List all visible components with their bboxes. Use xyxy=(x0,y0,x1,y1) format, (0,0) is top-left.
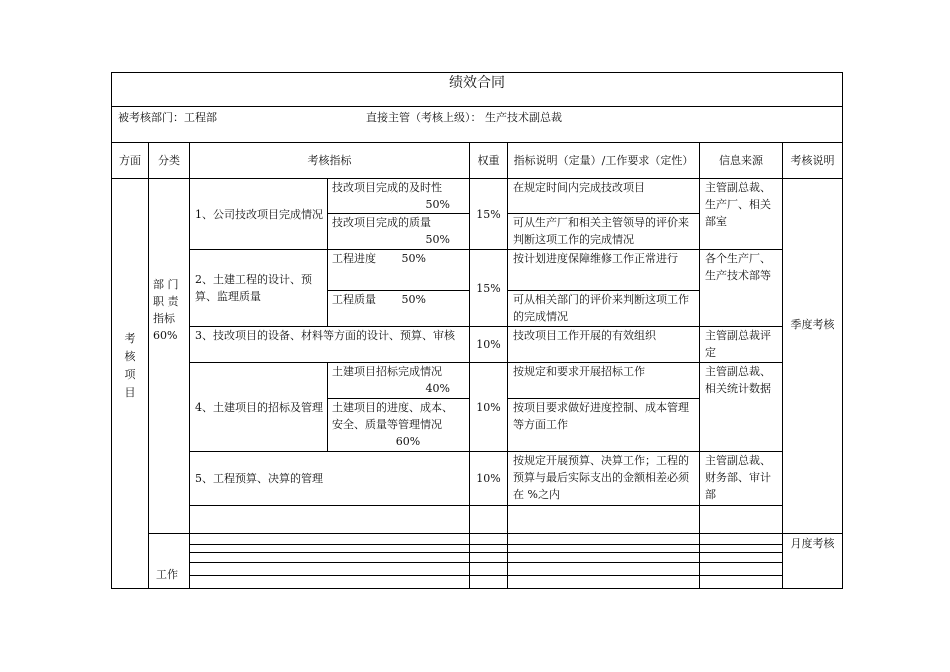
indicator-2: 2、土建工程的设计、预算、监理质量 xyxy=(195,273,312,303)
sub-indicator xyxy=(332,399,458,450)
grid-line xyxy=(189,544,783,545)
sub-indicator xyxy=(332,179,466,213)
grid-line xyxy=(189,142,190,589)
weight-2: 15% xyxy=(476,281,501,295)
col-header-desc: 指标说明（定量）/工作要求（定性） xyxy=(513,154,694,167)
desc: 可从生产厂和相关主管领导的评价来判断这项工作的完成情况 xyxy=(513,216,689,246)
desc: 按计划进度保障维修工作正常进行 xyxy=(513,252,678,265)
source: 主管副总裁评定 xyxy=(705,329,771,359)
sub-indicator-pct: 50% xyxy=(401,252,426,265)
sub-indicator-pct: 60% xyxy=(395,435,421,448)
col-header-weight: 权重 xyxy=(477,154,500,167)
desc: 按规定和要求开展招标工作 xyxy=(513,365,645,378)
supervisor-label: 直接主管（考核上级）： 生产技术副总裁 xyxy=(366,110,562,124)
dept-label: 被考核部门：工程部 xyxy=(118,110,217,124)
sub-indicator xyxy=(332,250,466,267)
category-work: 工作 xyxy=(156,568,178,581)
weight-1: 15% xyxy=(476,207,501,221)
category-line: 指标 xyxy=(153,312,175,325)
grid-line xyxy=(699,142,700,589)
aspect-char: 项 xyxy=(124,368,136,381)
category-main xyxy=(153,276,187,344)
sub-indicator-pct: 40% xyxy=(425,382,450,395)
grid-line xyxy=(842,72,843,589)
grid-line xyxy=(189,562,783,563)
weight-5: 10% xyxy=(476,472,501,485)
sub-indicator xyxy=(332,363,466,397)
sub-indicator-text: 土建项目的进度、成本、安全、质量等管理情况 xyxy=(332,401,453,431)
sub-indicator-pct: 50% xyxy=(401,293,426,306)
indicator-4: 4、土建项目的招标及管理 xyxy=(195,400,323,414)
desc: 按项目要求做好进度控制、成本管理等方面工作 xyxy=(513,401,689,431)
col-header-source: 信息来源 xyxy=(719,154,763,167)
note-monthly: 月度考核 xyxy=(790,537,835,550)
sub-indicator-text: 技改项目完成的质量 xyxy=(332,216,431,229)
indicator-1: 1、公司技改项目完成情况 xyxy=(195,207,323,221)
desc: 可从相关部门的评价来判断这项工作的完成情况 xyxy=(513,293,689,323)
sub-indicator-pct: 50% xyxy=(425,198,450,211)
desc: 按规定开展预算、决算工作；工程的预算与最后实际支出的金额相差必须在 %之内 xyxy=(513,454,689,501)
grid-line xyxy=(148,533,843,534)
note-quarterly: 季度考核 xyxy=(790,317,835,331)
grid-line xyxy=(507,142,508,589)
grid-line xyxy=(189,552,783,553)
sub-indicator xyxy=(332,214,466,248)
grid-line xyxy=(111,588,843,589)
desc: 技改项目工作开展的有效组织 xyxy=(513,329,656,342)
sub-indicator-text: 工程质量 xyxy=(332,293,376,306)
sub-indicator-text: 土建项目招标完成情况 xyxy=(332,365,442,378)
sub-indicator xyxy=(332,291,466,308)
category-line: 60% xyxy=(153,329,178,342)
indicator-5: 5、工程预算、决算的管理 xyxy=(195,472,323,485)
aspect-char: 核 xyxy=(124,350,136,363)
indicator-3: 3、技改项目的设备、材料等方面的设计、预算、审核 xyxy=(195,329,455,342)
grid-line xyxy=(189,575,783,576)
grid-line xyxy=(189,505,783,506)
aspect-char: 目 xyxy=(124,386,136,399)
source: 各个生产厂、生产技术部等 xyxy=(705,252,771,282)
col-header-aspect: 方面 xyxy=(119,154,141,167)
source: 主管副总裁、生产厂、相关部室 xyxy=(705,181,771,228)
aspect-char: 考 xyxy=(124,332,136,345)
category-line: 部 门 xyxy=(153,278,179,291)
grid-line xyxy=(148,142,149,589)
col-header-indicator: 考核指标 xyxy=(307,154,352,167)
aspect-label xyxy=(112,330,148,402)
sub-indicator-text: 工程进度 xyxy=(332,252,376,265)
col-header-category: 分类 xyxy=(158,154,180,167)
desc: 在规定时间内完成技改项目 xyxy=(513,181,645,194)
page-title: 绩效合同 xyxy=(449,74,505,91)
sub-indicator-pct: 50% xyxy=(425,233,450,246)
weight-4: 10% xyxy=(476,400,501,414)
col-header-note: 考核说明 xyxy=(790,154,835,167)
source: 主管副总裁、相关统计数据 xyxy=(705,365,771,395)
grid-line xyxy=(327,178,328,326)
category-line: 职 责 xyxy=(153,295,179,308)
sub-indicator-text: 技改项目完成的及时性 xyxy=(332,181,442,194)
grid-line xyxy=(327,362,328,451)
weight-3: 10% xyxy=(476,338,501,351)
source: 主管副总裁、财务部、审计部 xyxy=(705,454,771,501)
